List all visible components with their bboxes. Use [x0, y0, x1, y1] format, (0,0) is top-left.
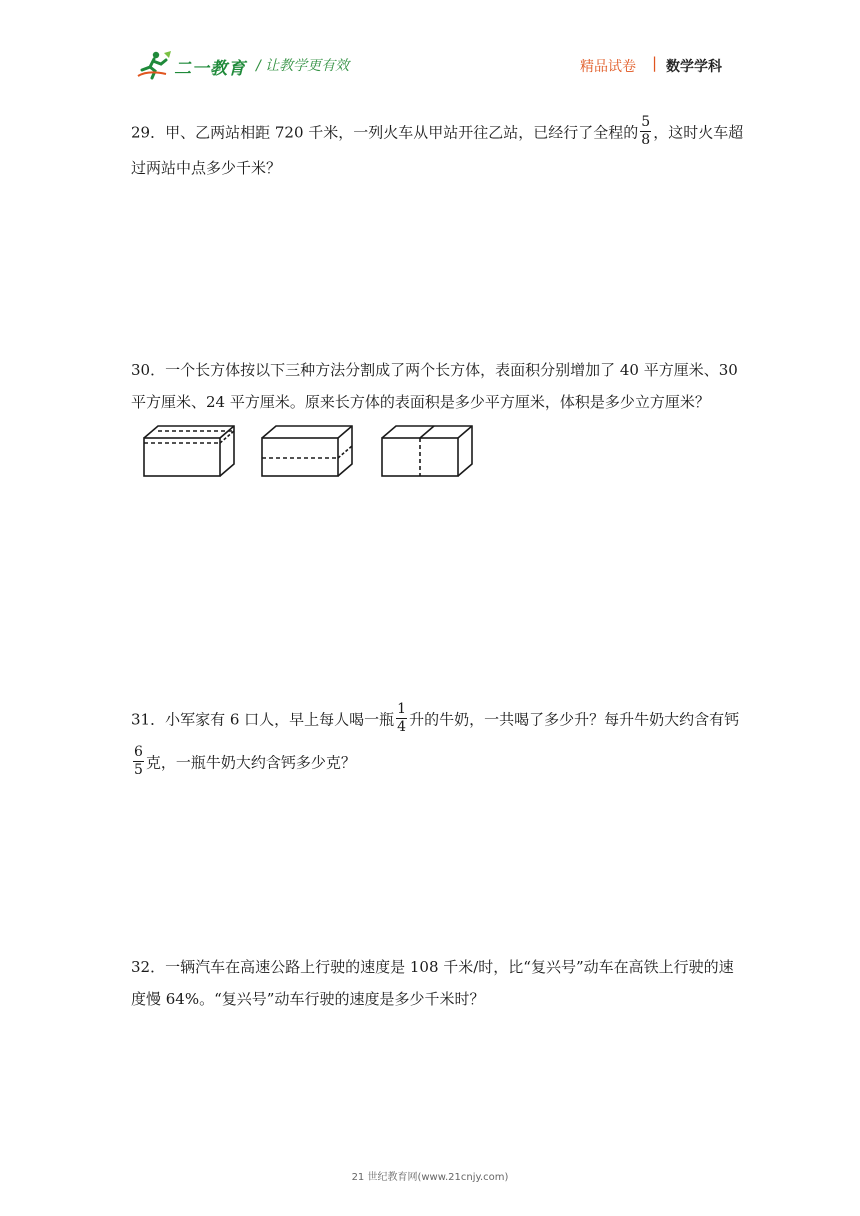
question-line	[131, 703, 739, 738]
question-line	[131, 116, 743, 151]
fraction	[133, 744, 144, 779]
fraction-denominator: 4	[397, 719, 407, 735]
cuboid-cut-middle-figure	[262, 426, 352, 476]
fraction	[396, 701, 407, 736]
question-line: 30．一个长方体按以下三种方法分割成了两个长方体，表面积分别增加了 40 平方厘米、30	[131, 361, 738, 379]
header-badge-right: 数学学科	[666, 59, 722, 75]
runner-logo-icon	[136, 50, 172, 80]
page-header	[0, 0, 860, 100]
header-badge-left: 精品试卷	[580, 59, 636, 75]
fraction-denominator: 8	[641, 132, 651, 148]
question-line: 32．一辆汽车在高速公路上行驶的速度是 108 千米/时，比“复兴号”动车在高铁上行驶的速	[131, 958, 734, 976]
fraction-numerator: 1	[397, 701, 407, 717]
slogan: / 让教学更有效	[256, 58, 350, 74]
brand-logo	[136, 50, 248, 80]
question-line: 平方厘米、24 平方厘米。原来长方体的表面积是多少平方厘米，体积是多少立方厘米？	[131, 393, 710, 411]
question-line: 过两站中点多少千米？	[131, 159, 282, 177]
logo-text: 二一教育	[174, 59, 246, 79]
cuboid-cut-top-figure	[144, 426, 234, 476]
fraction	[640, 114, 651, 149]
fraction-numerator: 5	[641, 114, 651, 130]
question-text: 31．小军家有 6 口人，早上每人喝一瓶	[131, 710, 395, 729]
page-footer: 21 世纪教育网(www.21cnjy.com)	[351, 1172, 509, 1183]
question-text: ，这时火车超	[653, 123, 744, 142]
cuboid-figures	[140, 420, 480, 482]
question-line	[131, 746, 356, 781]
question-text: 升的牛奶，一共喝了多少升？每升牛奶大约含有钙	[409, 710, 740, 729]
question-line: 度慢 64%。“复兴号”动车行驶的速度是多少千米时？	[131, 990, 485, 1008]
fraction-denominator: 5	[134, 762, 143, 778]
fraction-numerator: 6	[134, 744, 143, 760]
cuboid-cut-vertical-figure	[382, 426, 472, 476]
question-text: 克，一瓶牛奶大约含钙多少克？	[145, 753, 356, 772]
header-separator: |	[652, 54, 658, 72]
cuboid-figures-svg	[140, 420, 480, 482]
question-text: 29．甲、乙两站相距 720 千米，一列火车从甲站开往乙站，已经行了全程的	[131, 123, 639, 142]
